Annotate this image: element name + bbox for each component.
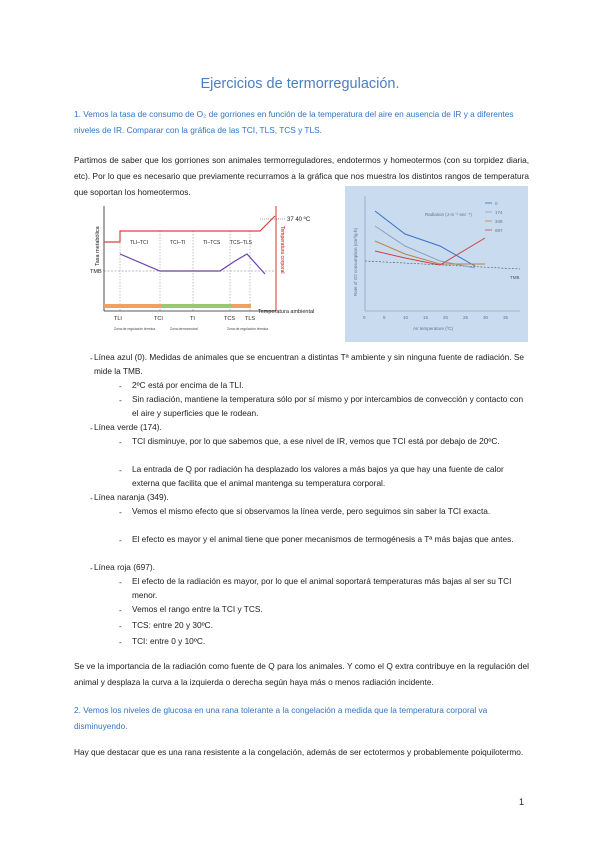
fig1-xtick-ti: TI — [190, 316, 195, 322]
fig1-zone-note-2: Zona termoneutral — [170, 327, 198, 331]
question-1: 1. Vemos la tasa de consumo de O₂ de gorriones en función de la temperatura del aire en ausencia de IR y a diferentes niveles de IR. Comparar con la gráfica de las TCI, TLS, TCS y TLS. — [74, 109, 514, 135]
list-subitem: 2ºC está por encima de la TLI. — [132, 380, 244, 390]
list-item-orange: Línea naranja (349). — [94, 492, 169, 502]
list-subitem: TCI disminuye, por lo que sabemos que, a ese nivel de IR, vemos que TCI está por debajo de 20ºC. — [132, 436, 500, 446]
fig1-body-temp: 37 40 ºC — [287, 217, 311, 223]
fig2-xtick-5: 5 — [383, 315, 386, 320]
list-subitem: El efecto de la radiación es mayor, por lo que el animal soportará temperaturas más bajas al ser su TCI menor. — [132, 576, 512, 600]
conclusion-paragraph: Se ve la importancia de la radiación como fuente de Q para los animales. Y como el Q extra contribuye en la regulación del animal y desplaza la curva a la izquierda o derecha según haya más o menos radiación incidente. — [74, 661, 529, 687]
fig1-xtick-tls: TLS — [245, 316, 256, 322]
list-subitem: El efecto es mayor y el animal tiene que poner mecanismos de termogénesis a Tª más bajas que antes. — [132, 534, 514, 544]
list-subitem: TCI: entre 0 y 10ºC. — [132, 636, 206, 646]
page-number: 1 — [518, 797, 524, 807]
answer-paragraph-2: Hay que destacar que es una rana resistente a la congelación, además de ser ectotermos y probablemente poiquilotermo. — [74, 747, 524, 757]
fig2-xtick-15: 15 — [423, 315, 429, 320]
fig1-zone-note-1: Zona de regulación térmica — [114, 327, 156, 331]
list-item-red: Línea roja (697). — [94, 562, 155, 572]
fig2-xtick-30: 30 — [483, 315, 489, 320]
fig1-zone-4: TCS–TLS — [230, 240, 252, 246]
fig2-xtick-35: 35 — [503, 315, 509, 320]
o2-consumption-figure — [345, 186, 528, 342]
fig1-tmb: TMB — [90, 269, 102, 275]
list-item-green: Línea verde (174). — [94, 422, 162, 432]
document-page: Ejercicios de termorregulación. 1. Vemos la tasa de consumo de O₂ de gorriones en función de la temperatura del aire en ausencia de IR y a diferentes niveles de IR. Comparar con la gráfica de las TCI, TLS, TCS y TLS. Partimos de saber que los gorriones son animales termorreguladores, endotermos y homeotermos (con su torpidez diaria, etc). Por lo que es necesario que previamente recurramos a la gráfica que nos muestra los distintos rangos de temperatura que soportan los homeotermos. Tasa metabólica Temperatura corporal 37 40 ºC TMB TLI–TCI TCI–TI TI–TCS TCS–TLS TLI TCI TI TCS TLS Temperatura ambiental Zona de regulación térmica Zona termoneutral Zona de regulación térmica Rate of O2 consumption (cm³/g·h) Radiation (J·m⁻² sec⁻¹) 0 174 349 697 TMB 0 5 10 15 20 25 30 35 Air temperature (ºC) - Línea azul (0). Medidas de animales que se encuentran a distintas Tª ambiente y sin ninguna fuente de radiación. Se mide la TMB. - 2ºC está por encima de la TLI. - Sin radiación, mantiene la temperatura sólo por sí mismo y por intercambios de convección y contacto con el aire y superficies que le rodean. - Línea verde (174). - TCI disminuye, por lo que sabemos que, a ese nivel de IR, vemos que TCI está por debajo de 20ºC. - La entrada de Q por radiación ha desplazado los valores a más bajos ya que hay una fuente de calor externa que facilita que el animal mantenga su temperatura corporal. - Línea naranja (349). - Vemos el mismo efecto que si observamos la línea verde, pero seguimos sin saber la TCI exacta. - El efecto es mayor y el animal tiene que poner mecanismos de termogénesis a Tª más bajas que antes. - Línea roja (697). - El efecto de la radiación es mayor, por lo que el animal soportará temperaturas más bajas al ser su TCI menor. - Vemos el rango entre la TCI y TCS. - TCS: entre 20 y 30ºC. - TCI: entre 0 y 10ºC. Se ve la importancia de la radiación como fuente de Q para los animales. Y como el Q extra contribuye en la regulación del animal y desplaza la curva a la izquierda o derecha según haya más o menos radiación incidente. 2. Vemos los niveles de glucosa en una rana tolerante a la congelación a medida que la temperatura corporal va disminuyendo. Hay que destacar que es una rana resistente a la congelación, además de ser ectotermos y probablemente poiquilotermo. 1 — [0, 0, 600, 848]
fig1-xtick-tli: TLI — [114, 316, 122, 322]
fig2-xlabel: Air temperature (ºC) — [413, 326, 454, 331]
fig2-xtick-0: 0 — [363, 315, 366, 320]
fig2-legend-349: 349 — [495, 219, 503, 224]
fig1-zone-3: TI–TCS — [203, 240, 221, 246]
list-subitem: Sin radiación, mantiene la temperatura sólo por sí mismo y por intercambios de convección y contacto con el aire y superficies que le rodean. — [132, 394, 524, 418]
fig2-ylabel: Rate of O2 consumption (cm³/g·h) — [353, 227, 358, 296]
question-2: 2. Vemos los niveles de glucosa en una rana tolerante a la congelación a medida que la temperatura corporal va disminuyendo. — [74, 705, 488, 731]
thermoregulation-zones-figure — [90, 196, 330, 346]
fig1-zone-note-3: Zona de regulación térmica — [227, 327, 269, 331]
intro-paragraph: Partimos de saber que los gorriones son animales termorreguladores, endotermos y homeotermos (con su torpidez diaria, etc). Por lo que es necesario que previamente recurramos a la gráfica que nos muestra los distintos rangos de temperatura que soportan los homeotermos. — [74, 155, 529, 197]
fig1-xtick-tcs: TCS — [224, 316, 235, 322]
fig2-xtick-25: 25 — [463, 315, 469, 320]
list-subitem: TCS: entre 20 y 30ºC. — [132, 620, 213, 630]
fig1-right-label: Temperatura corporal — [279, 226, 285, 274]
fig2-legend-697: 697 — [495, 228, 503, 233]
fig2-tmb: TMB — [510, 275, 520, 280]
fig1-zone-2: TCI–TI — [170, 240, 186, 246]
fig2-legend-title: Radiation (J·m⁻² sec⁻¹) — [425, 212, 472, 217]
fig1-xtick-tci: TCI — [154, 316, 163, 322]
list-item-blue: Línea azul (0). Medidas de animales que se encuentran a distintas Tª ambiente y sin ninguna fuente de radiación. Se mide la TMB. — [94, 352, 525, 376]
fig2-legend-0: 0 — [495, 201, 498, 206]
fig1-ylabel: Tasa metabólica — [95, 226, 101, 266]
list-subitem: Vemos el mismo efecto que si observamos la línea verde, pero seguimos sin saber la TCI exacta. — [132, 506, 491, 516]
fig1-zone-1: TLI–TCI — [130, 240, 149, 246]
list-subitem: Vemos el rango entre la TCI y TCS. — [132, 604, 263, 614]
document-title: Ejercicios de termorregulación. — [200, 76, 400, 92]
list-subitem: La entrada de Q por radiación ha desplazado los valores a más bajos ya que hay una fuente de calor externa que facilita que el animal mantenga su temperatura corporal. — [132, 464, 504, 488]
fig1-xlabel: Temperatura ambiental — [258, 309, 315, 315]
fig2-xtick-20: 20 — [443, 315, 449, 320]
fig2-legend-174: 174 — [495, 210, 503, 215]
fig2-xtick-10: 10 — [403, 315, 409, 320]
